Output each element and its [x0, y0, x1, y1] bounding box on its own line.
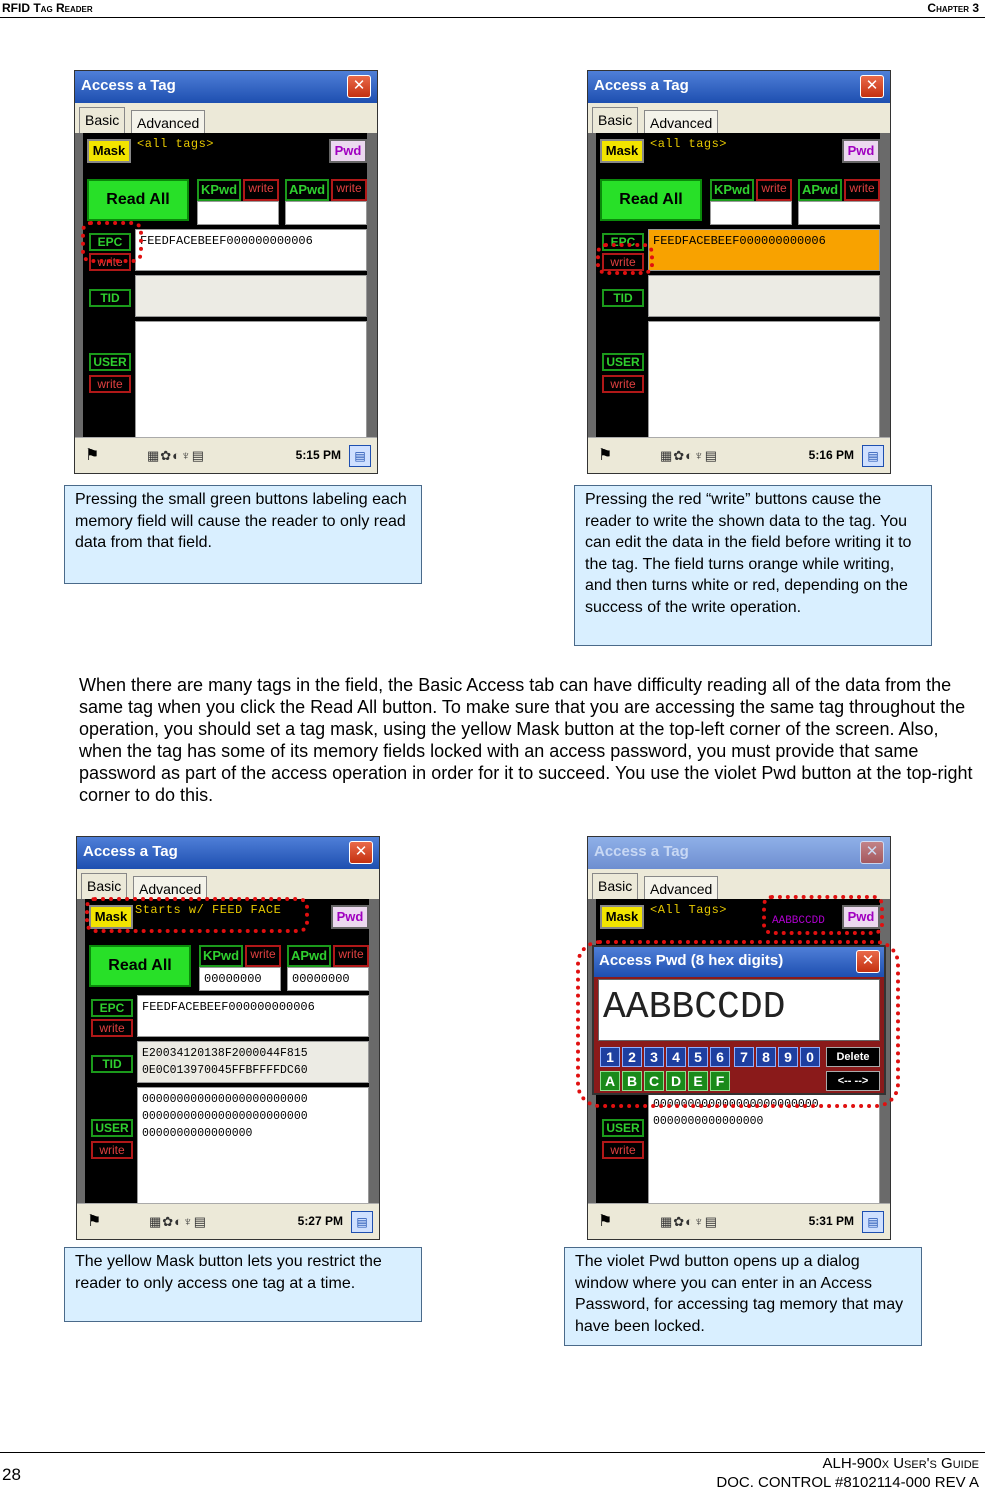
clock: 5:15 PM — [295, 448, 341, 462]
mask-button[interactable]: Mask — [600, 139, 644, 163]
clock: 5:27 PM — [297, 1214, 343, 1228]
tab-advanced[interactable]: Advanced — [644, 110, 718, 133]
apwd-button[interactable]: APwd — [287, 945, 331, 967]
key-2[interactable]: 2 — [622, 1047, 642, 1067]
start-flag-icon[interactable]: ⚑ — [598, 447, 613, 464]
user-button[interactable]: USER — [89, 353, 131, 371]
taskbar — [77, 1203, 379, 1239]
caption-mask-button: The yellow Mask button lets you restrict the reader to only access one tag at a time. — [64, 1247, 422, 1322]
start-flag-icon[interactable]: ⚑ — [87, 1213, 102, 1230]
running-head-right: Chapter 3 — [927, 1, 979, 15]
epc-button[interactable]: EPC — [89, 233, 131, 251]
epc-field[interactable]: FEEDFACEBEEF000000000006 — [137, 995, 369, 1037]
user-field[interactable]: 000000000000000000000000 000000000000000000000000 0000000000000000 — [137, 1087, 369, 1205]
window-title: Access a Tag — [594, 843, 689, 860]
read-all-button[interactable]: Read All — [87, 179, 189, 221]
user-button[interactable]: USER — [602, 353, 644, 371]
tid-field — [135, 275, 367, 317]
tid-button[interactable]: TID — [91, 1055, 133, 1073]
apwd-field[interactable] — [798, 201, 880, 225]
user-field[interactable]: 000000000000000000000000 0000000000000000 — [648, 1087, 880, 1205]
running-head-left: RFID Tag Reader — [2, 1, 93, 15]
user-write-button[interactable]: write — [89, 375, 131, 393]
key-5[interactable]: 5 — [688, 1047, 708, 1067]
mask-button[interactable]: Mask — [89, 905, 133, 929]
tab-basic[interactable]: Basic — [592, 107, 638, 133]
key-9[interactable]: 9 — [778, 1047, 798, 1067]
window-title: Access a Tag — [83, 843, 178, 860]
apwd-write-button[interactable]: write — [331, 179, 367, 201]
pwd-button[interactable]: Pwd — [331, 905, 369, 929]
window-titlebar — [77, 837, 379, 869]
user-field[interactable] — [648, 321, 880, 439]
clock: 5:31 PM — [808, 1214, 854, 1228]
windows-icon[interactable]: ▤ — [862, 445, 884, 467]
epc-write-button[interactable]: write — [602, 253, 644, 271]
reader-screen — [83, 133, 367, 437]
apwd-field[interactable]: 00000000 — [287, 967, 369, 991]
highlight-pwd-dialog — [576, 940, 900, 1108]
reader-screen — [596, 133, 880, 437]
device-screenshot-1 — [74, 70, 378, 474]
tab-basic[interactable]: Basic — [592, 873, 638, 899]
key-7[interactable]: 7 — [734, 1047, 754, 1067]
epc-button[interactable]: EPC — [602, 233, 644, 251]
tab-strip — [77, 869, 379, 899]
dialog-title: Access Pwd (8 hex digits) — [594, 947, 884, 977]
user-write-button[interactable]: write — [91, 1141, 133, 1159]
key-d[interactable]: D — [666, 1071, 686, 1091]
tray-icons: ▦✿◐♆▤ — [660, 1214, 719, 1229]
kpwd-button[interactable]: KPwd — [197, 179, 241, 201]
kpwd-field[interactable]: 00000000 — [199, 967, 281, 991]
key-0[interactable]: 0 — [800, 1047, 820, 1067]
kpwd-button[interactable]: KPwd — [199, 945, 243, 967]
windows-icon[interactable]: ▤ — [862, 1211, 884, 1233]
delete-key[interactable]: Delete — [826, 1047, 880, 1067]
mask-button[interactable]: Mask — [600, 905, 644, 929]
dialog-close-icon[interactable]: ✕ — [856, 950, 880, 973]
window-title: Access a Tag — [81, 77, 176, 94]
tid-button[interactable]: TID — [89, 289, 131, 307]
user-button[interactable]: USER — [602, 1119, 644, 1137]
pwd-button[interactable]: Pwd — [842, 139, 880, 163]
window-titlebar — [75, 71, 377, 103]
window-titlebar — [588, 71, 890, 103]
close-icon[interactable]: ✕ — [860, 75, 884, 98]
caption-pwd-button: The violet Pwd button opens up a dialog window where you can enter in an Access Password, for accessing tag memory that may have been locked. — [564, 1247, 922, 1346]
highlight-mask — [85, 897, 309, 933]
tab-strip — [588, 103, 890, 133]
key-b[interactable]: B — [622, 1071, 642, 1091]
page-header — [0, 0, 985, 18]
key-4[interactable]: 4 — [666, 1047, 686, 1067]
epc-write-button[interactable]: write — [89, 253, 131, 271]
user-button[interactable]: USER — [91, 1119, 133, 1137]
reader-screen — [85, 899, 369, 1203]
key-1[interactable]: 1 — [600, 1047, 620, 1067]
tab-advanced[interactable]: Advanced — [133, 876, 207, 899]
pwd-entry-field[interactable]: AABBCCDD — [598, 979, 880, 1041]
tid-field — [648, 275, 880, 317]
tab-advanced[interactable]: Advanced — [131, 110, 205, 133]
taskbar — [588, 1203, 890, 1239]
taskbar — [75, 437, 377, 473]
kpwd-field[interactable] — [710, 201, 792, 225]
guide-title: ALH-900x User's Guide — [822, 1455, 979, 1472]
windows-icon[interactable]: ▤ — [351, 1211, 373, 1233]
device-screenshot-3 — [76, 836, 380, 1240]
window-titlebar — [588, 837, 890, 869]
user-field[interactable] — [135, 321, 367, 439]
close-icon[interactable]: ✕ — [349, 841, 373, 864]
user-write-button[interactable]: write — [602, 375, 644, 393]
window-title: Access a Tag — [594, 77, 689, 94]
mask-button[interactable]: Mask — [87, 139, 131, 163]
caption-green-buttons: Pressing the small green buttons labeling each memory field will cause the reader to only read data from that field. — [64, 485, 422, 584]
start-flag-icon[interactable]: ⚑ — [598, 1213, 613, 1230]
read-all-button[interactable]: Read All — [89, 945, 191, 987]
pwd-button[interactable]: Pwd — [329, 139, 367, 163]
tray-icons: ▦✿◐♆▤ — [660, 448, 719, 463]
kpwd-button[interactable]: KPwd — [710, 179, 754, 201]
key-6[interactable]: 6 — [710, 1047, 730, 1067]
kpwd-write-button[interactable]: write — [243, 179, 279, 201]
apwd-write-button[interactable]: write — [333, 945, 369, 967]
tab-advanced[interactable]: Advanced — [644, 876, 718, 899]
page-footer — [0, 1452, 985, 1492]
key-a[interactable]: A — [600, 1071, 620, 1091]
page-number: 28 — [2, 1465, 21, 1484]
start-flag-icon[interactable]: ⚑ — [85, 447, 100, 464]
taskbar — [588, 437, 890, 473]
apwd-button[interactable]: APwd — [285, 179, 329, 201]
tray-icons: ▦✿◐♆▤ — [147, 448, 206, 463]
epc-write-button[interactable]: write — [91, 1019, 133, 1037]
tid-field: E20034120138F2000044F815 0E0C013970045FFBFFFFDC60 — [137, 1041, 369, 1083]
mask-text: <All Tags> — [650, 903, 728, 917]
user-write-button[interactable]: write — [602, 1141, 644, 1159]
highlight-pwd — [762, 895, 884, 935]
apwd-field[interactable] — [285, 201, 367, 225]
tab-basic[interactable]: Basic — [79, 107, 125, 133]
windows-icon[interactable]: ▤ — [349, 445, 371, 467]
device-screenshot-2 — [587, 70, 891, 474]
kpwd-field[interactable] — [197, 201, 279, 225]
apwd-write-button[interactable]: write — [844, 179, 880, 201]
cursor-nav-keys[interactable]: <-- --> — [826, 1071, 880, 1091]
key-c[interactable]: C — [644, 1071, 664, 1091]
epc-field[interactable]: FEEDFACEBEEF000000000006 — [135, 229, 367, 271]
read-all-button[interactable]: Read All — [600, 179, 702, 221]
mask-text: <all tags> — [137, 137, 215, 151]
key-e[interactable]: E — [688, 1071, 708, 1091]
epc-button[interactable]: EPC — [91, 999, 133, 1017]
kpwd-write-button[interactable]: write — [245, 945, 281, 967]
mask-text: Starts w/ FEED FACE — [135, 903, 282, 917]
kpwd-write-button[interactable]: write — [756, 179, 792, 201]
close-icon[interactable]: ✕ — [860, 841, 884, 864]
pwd-button[interactable]: Pwd — [842, 905, 880, 929]
close-icon[interactable]: ✕ — [347, 75, 371, 98]
key-3[interactable]: 3 — [644, 1047, 664, 1067]
key-8[interactable]: 8 — [756, 1047, 776, 1067]
body-paragraph: When there are many tags in the field, the Basic Access tab can have difficulty reading all of the data from the same tag when you click the Read All button. To make sure that you are accessing the same tag throughout the operation, you should set a tag mask, using the yellow Mask button at the top-left corner of the screen. Also, when the tag has some of its memory fields locked with an access password, you must provide that same password as part of the access operation in order for it to succeed. You use the violet Pwd button at the top-right corner to do this. — [79, 675, 973, 805]
doc-control: DOC. CONTROL #8102114-000 REV A — [716, 1474, 979, 1491]
clock: 5:16 PM — [808, 448, 854, 462]
key-f[interactable]: F — [710, 1071, 730, 1091]
highlight-epc-button — [81, 221, 143, 263]
tab-basic[interactable]: Basic — [81, 873, 127, 899]
tray-icons: ▦✿◐♆▤ — [149, 1214, 208, 1229]
highlight-write-button — [596, 243, 654, 275]
tab-strip — [75, 103, 377, 133]
apwd-button[interactable]: APwd — [798, 179, 842, 201]
tid-button[interactable]: TID — [602, 289, 644, 307]
mask-text: <all tags> — [650, 137, 728, 151]
epc-field[interactable]: FEEDFACEBEEF000000000006 — [648, 229, 880, 271]
pwd-display: AABBCCDD — [772, 915, 825, 927]
caption-write-buttons: Pressing the red “write” buttons cause the reader to write the shown data to the tag. You can edit the data in the field before writing it to the tag. The field turns orange while writing, and then turns white or red, depending on the success of the write operation. — [574, 485, 932, 646]
